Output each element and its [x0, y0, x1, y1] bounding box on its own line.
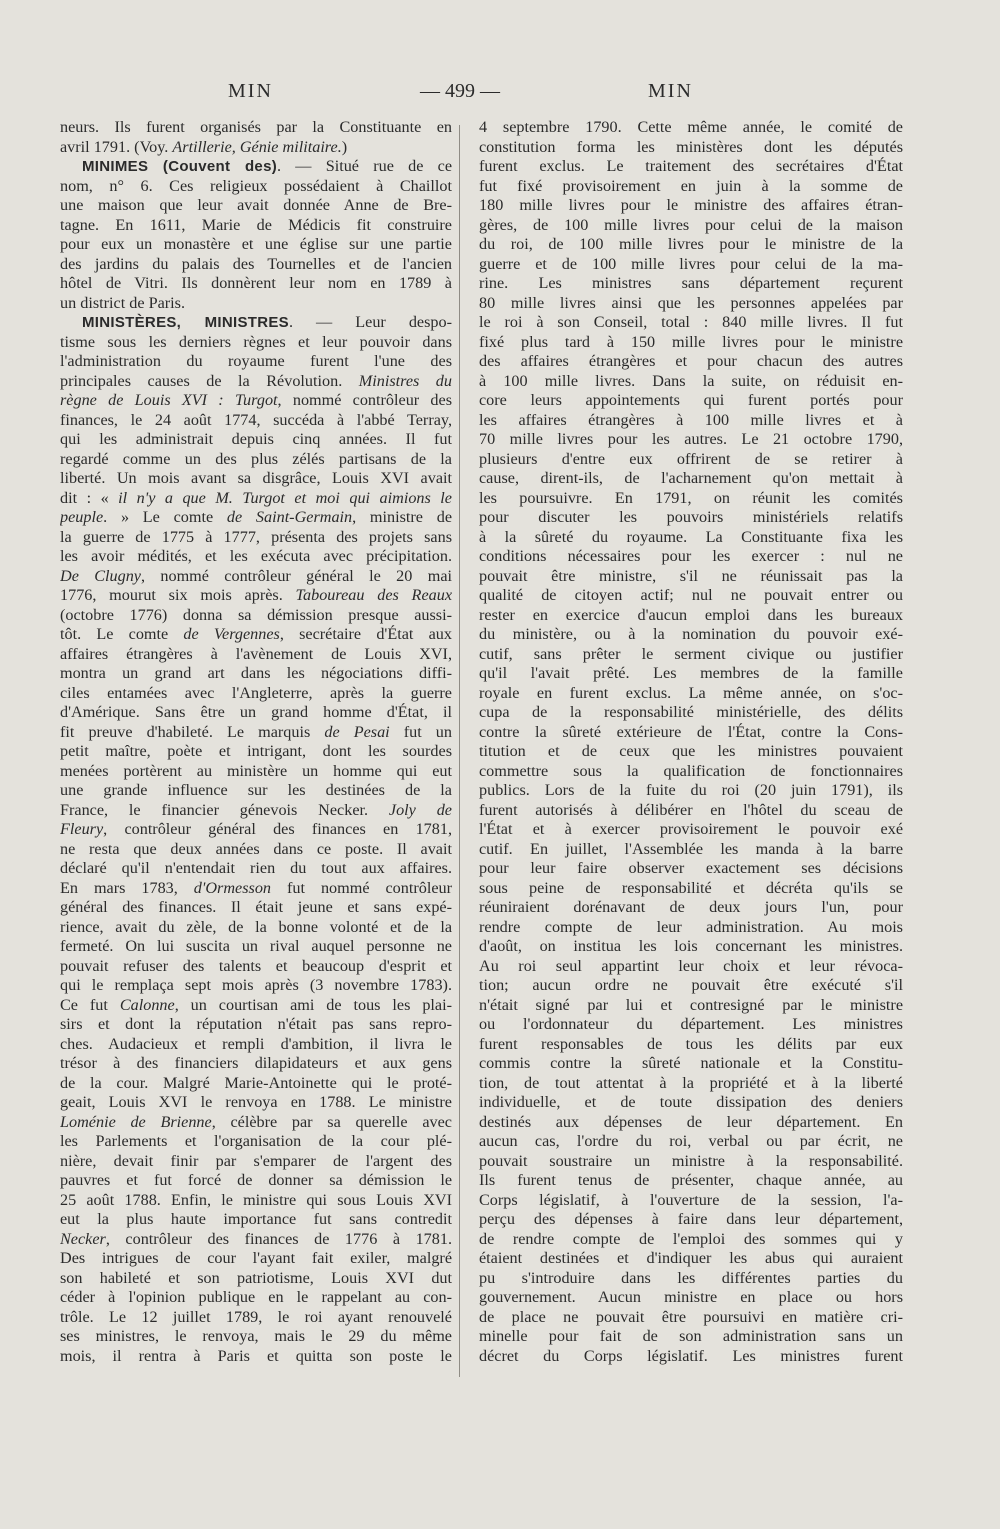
text-line: à 100 mille livres. Dans la suite, on réduisit en- — [479, 371, 903, 390]
text-line: ne resta que deux années dans ce poste. Il avait — [60, 839, 452, 858]
text-line: pouvait être ministre, s'il ne réunissait pas la — [479, 566, 903, 585]
text-line: fixé plus tard à 150 mille livres pour le ministre — [479, 332, 903, 351]
text-line: les affaires étrangères à 100 mille livres et à — [479, 410, 903, 429]
text-line: pour leur faire observer exactement ses décisions — [479, 859, 903, 877]
text-line: menées portèrent au ministère un homme qui eut — [60, 761, 452, 780]
text-line: principales causes de la Révolution. Ministres du — [60, 371, 452, 390]
text-line: nom, n° 6. Ces religieux possédaient à Chaillot — [60, 176, 452, 195]
text-line: tôt. Le comte de Vergennes, secrétaire d'État aux — [60, 625, 452, 643]
text-line: des jardins du palais des Tournelles et de l'ancien — [60, 254, 452, 273]
text-line: la guerre de 1775 à 1777, présenta des projets sans — [60, 527, 452, 546]
text-line: n'était signé par lui et contresigné par le ministre — [479, 995, 903, 1014]
running-head-left: MIN — [228, 80, 273, 102]
text-line: de rendre compte de l'emploi des sommes qui y — [479, 1229, 903, 1248]
text-line: royale en furent exclus. La même année, on s'oc- — [479, 683, 903, 702]
text-line: furent exclus. Le traitement des secrétaires d'État — [479, 157, 903, 175]
text-line: mois, il rentra à Paris et quitta son poste le — [60, 1346, 452, 1365]
text-line: finances, le 24 août 1774, succéda à l'abbé Terray, — [60, 410, 452, 429]
text-line: le roi à son Conseil, total : 840 mille livres. Il fut — [479, 313, 903, 331]
text-line: cause, dirent-ils, de l'acharnement qu'on mettait à — [479, 469, 903, 487]
text-line: Ce fut Calonne, un courtisan ami de tous les plai- — [60, 995, 452, 1014]
text-line: rendre compte de leur administration. Au mois — [479, 917, 903, 936]
text-line: sirs et dont la réputation n'était pas sans repro- — [60, 1015, 452, 1033]
text-line: l'État et à exercer provisoirement le pouvoir exé — [479, 820, 903, 838]
text-line: pour eux un monastère et une église sur une partie — [60, 235, 452, 253]
text-line: constitution forma les ministères dont les députés — [479, 137, 903, 156]
text-line: minelle pour fait de son administration sans un — [479, 1327, 903, 1345]
text-line: affaires étrangères à l'avènement de Louis XVI, — [60, 644, 452, 663]
left-column — [60, 118, 452, 1366]
text-line: contre la sûreté extérieure de l'État, contre la Cons- — [479, 722, 903, 741]
page-number: — 499 — — [420, 80, 500, 102]
text-line: eut la plus haute importance fut sans contredit — [60, 1210, 452, 1228]
text-line: une grande influence sur les destinées de la — [60, 781, 452, 799]
text-line: (octobre 1776) donna sa démission presque aussi- — [60, 605, 452, 624]
text-line: Fleury, contrôleur général des finances en 1781, — [60, 820, 452, 838]
text-line: 1776, mourut six mois après. Taboureau des Reaux — [60, 586, 452, 604]
text-line: core leurs appointements qui furent portés pour — [479, 391, 903, 409]
text-line: De Clugny, nommé contrôleur général le 20 mai — [60, 566, 452, 585]
text-line: Au roi seul appartint leur choix et leur révoca- — [479, 956, 903, 975]
text-line: décret du Corps législatif. Les ministres furent — [479, 1346, 903, 1365]
text-line: MINISTÈRES, MINISTRES. — Leur despo- — [82, 313, 452, 331]
text-line: furent responsables de tous les délits par eux — [479, 1034, 903, 1053]
text-line: commis contre la sûreté nationale et la Constitu- — [479, 1054, 903, 1072]
text-line: les avoir médités, et les exécuta avec précipitation. — [60, 547, 452, 565]
text-line: titution et de ceux que les ministres pouvaient — [479, 742, 903, 760]
text-line: qui le remplaça sept mois après (3 novembre 1783). — [60, 976, 452, 994]
right-column — [479, 118, 903, 1366]
text-line: ou l'ordonnateur du département. Les ministres — [479, 1015, 903, 1033]
text-line: sous peine de responsabilité et décréta qu'ils se — [479, 878, 903, 897]
text-line: fermeté. On lui suscita un rival auquel personne ne — [60, 937, 452, 955]
text-line: conditions nécessaires pour les exercer : nul ne — [479, 547, 903, 565]
running-head-right: MIN — [648, 80, 693, 102]
text-line: pouvait soustraire un ministre à la responsabilité. — [479, 1151, 903, 1170]
text-line: regardé comme un des plus zélés partisans de la — [60, 449, 452, 468]
text-line: un district de Paris. — [60, 293, 185, 312]
text-line: gouvernement. Aucun ministre en place ou hors — [479, 1288, 903, 1306]
text-line: ses ministres, le renvoya, mais le 29 du même — [60, 1327, 452, 1345]
text-line: destinés aux dépenses de leur département. En — [479, 1112, 903, 1131]
text-line: liberté. Un mois avant sa disgrâce, Louis XVI avait — [60, 469, 452, 487]
text-line: petit maître, poète et intrigant, dont les sourdes — [60, 742, 452, 760]
text-line: tion, de tout attentat à la propriété et à la liberté — [479, 1073, 903, 1092]
text-line: pu s'introduire dans les différentes parties du — [479, 1268, 903, 1287]
text-line: MINIMES (Couvent des). — Situé rue de ce — [82, 157, 452, 175]
text-line: 70 mille livres pour les autres. Le 21 octobre 1790, — [479, 430, 903, 448]
text-line: Des intrigues de cour l'ayant fait exiler, malgré — [60, 1249, 452, 1267]
text-line: montra un grand art dans les négociations diffi- — [60, 664, 452, 682]
text-line: geait, Louis XVI le renvoya en 1788. Le ministre — [60, 1093, 452, 1111]
text-line: 180 mille livres pour le ministre des affaires étran- — [479, 196, 903, 214]
text-line: commettre sous la qualification de fonctionnaires — [479, 761, 903, 780]
text-line: qu'il l'avait prêté. Les membres de la famille — [479, 664, 903, 682]
text-line: cutif. En juillet, l'Assemblée les manda à la barre — [479, 839, 903, 858]
text-line: ciles entamées avec l'Angleterre, après la guerre — [60, 683, 452, 702]
text-line: son habileté et son patriotisme, Louis XVI dut — [60, 1268, 452, 1287]
text-line: d'Amérique. Sans être un grand homme d'État, il — [60, 703, 452, 721]
text-line: à la sûreté du royaume. La Constituante fixa les — [479, 527, 903, 546]
text-line: tion; aucun ordre ne pouvait être exécuté s'il — [479, 976, 903, 994]
text-line: rience, avait du zèle, de la bonne volonté et de la — [60, 917, 452, 936]
text-line: fut fixé provisoirement en juin à la somme de — [479, 176, 903, 195]
text-line: plusieurs d'entre eux offrirent de se retirer à — [479, 449, 903, 468]
text-line: tagne. En 1611, Marie de Médicis fit construire — [60, 215, 452, 234]
text-line: rine. Les ministres sans département reçurent — [479, 274, 903, 292]
text-line: les poursuivre. En 1791, on réunit les comités — [479, 488, 903, 507]
text-line: pour discuter les pouvoirs ministériels relatifs — [479, 508, 903, 526]
text-line: Corps législatif, à l'ouverture de la session, l'a- — [479, 1190, 903, 1209]
text-line: du roi, de 100 mille livres pour le ministre de la — [479, 235, 903, 253]
text-line: perçu des dépenses à faire dans leur département, — [479, 1210, 903, 1228]
text-line: déclaré qu'il n'entendait rien du tout aux affaires. — [60, 859, 452, 877]
text-line: de place ne pouvait être poursuivi en matière cri- — [479, 1307, 903, 1326]
text-line: cupa de la responsabilité ministérielle, des délits — [479, 703, 903, 721]
text-line: du ministère, ou à la nomination du pouvoir exé- — [479, 625, 903, 643]
text-line: règne de Louis XVI : Turgot, nommé contrôleur des — [60, 391, 452, 409]
text-line: céder à l'opinion publique en le rappelant au con- — [60, 1288, 452, 1306]
text-line: pouvait refuser des talents et beaucoup d'esprit et — [60, 956, 452, 975]
text-line: peuple. » Le comte de Saint-Germain, ministre de — [60, 508, 452, 526]
column-divider — [459, 125, 460, 1377]
text-line: cutif, sans prêter le serment civique ou justifier — [479, 644, 903, 663]
text-line: nière, devait finir par s'emparer de l'argent des — [60, 1151, 452, 1170]
text-line: En mars 1783, d'Ormesson fut nommé contrôleur — [60, 878, 452, 897]
text-line: 25 août 1788. Enfin, le ministre qui sous Louis XVI — [60, 1190, 452, 1209]
text-line: Necker, contrôleur des finances de 1776 à 1781. — [60, 1229, 452, 1248]
text-line: gères, de 100 mille livres pour celui de la maison — [479, 215, 903, 234]
text-line: dit : « il n'y a que M. Turgot et moi qui aimions le — [60, 488, 452, 507]
text-line: fit preuve d'habileté. Le marquis de Pesai fut un — [60, 722, 452, 741]
text-line: les Parlements et l'organisation de la cour plé- — [60, 1132, 452, 1150]
text-line: de la cour. Malgré Marie-Antoinette qui le proté- — [60, 1073, 452, 1092]
text-line: ches. Audacieux et rempli d'ambition, il livra le — [60, 1034, 452, 1053]
text-line: trôle. Le 12 juillet 1789, le roi ayant renouvelé — [60, 1307, 452, 1326]
text-line: Loménie de Brienne, célèbre par sa querelle avec — [60, 1112, 452, 1131]
text-line: qui les administrait depuis cinq années. Il fut — [60, 430, 452, 448]
text-line: furent autorisés à délibérer en l'hôtel du sceau de — [479, 800, 903, 819]
text-line: général des finances. Il était jeune et sans expé- — [60, 898, 452, 916]
text-line: guerre et de 100 mille livres pour celui de la ma- — [479, 254, 903, 273]
text-line: pauvres et fut forcé de donner sa démission le — [60, 1171, 452, 1189]
text-line: rester en exercice d'aucun emploi dans les bureaux — [479, 605, 903, 624]
text-line: avril 1791. (Voy. Artillerie, Génie militaire.) — [60, 137, 348, 156]
text-line: d'août, on institua les lois concernant les ministres. — [479, 937, 903, 955]
text-line: France, le financier génevois Necker. Joly de — [60, 800, 452, 819]
text-line: individuelle, et de toute dissipation des deniers — [479, 1093, 903, 1111]
text-line: une maison que leur avait donnée Anne de Bre- — [60, 196, 452, 214]
text-line: aucun cas, l'ordre du roi, verbal ou par écrit, ne — [479, 1132, 903, 1150]
text-line: publics. Lors de la fuite du roi (20 juin 1791), ils — [479, 781, 903, 799]
text-line: hôtel de Vitri. Ils donnèrent leur nom en 1789 à — [60, 274, 452, 292]
text-line: Ils furent tenus de présenter, chaque année, au — [479, 1171, 903, 1189]
text-line: l'administration du royaume furent l'une des — [60, 352, 452, 370]
text-line: 4 septembre 1790. Cette même année, le comité de — [479, 118, 903, 136]
text-line: trésor à des financiers dilapidateurs et aux gens — [60, 1054, 452, 1072]
text-line: tisme sous les derniers règnes et leur pouvoir dans — [60, 332, 452, 351]
text-line: qualité de citoyen actif; nul ne pouvait entrer ou — [479, 586, 903, 604]
text-line: neurs. Ils furent organisés par la Constituante en — [60, 118, 452, 136]
text-line: des affaires étrangères et pour chacun des autres — [479, 352, 903, 370]
text-line: étaient destinées et d'indiquer les abus qui auraient — [479, 1249, 903, 1267]
text-line: 80 mille livres ainsi que les personnes appelées par — [479, 293, 903, 312]
text-line: réuniraient dorénavant de deux jours l'un, pour — [479, 898, 903, 916]
